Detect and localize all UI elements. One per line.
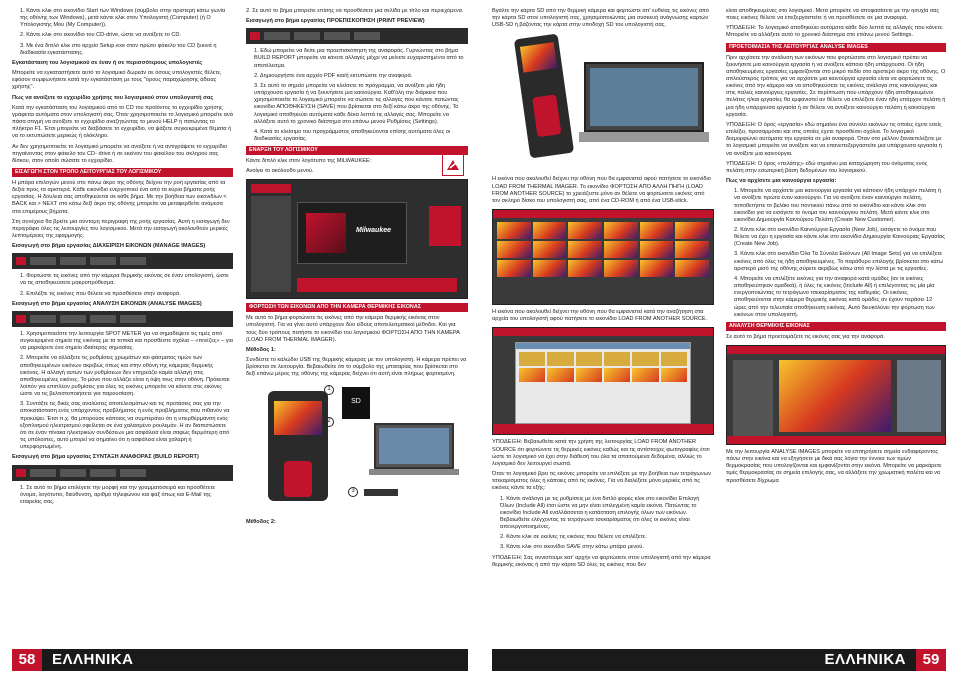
intro-list	[12, 8, 233, 57]
list-item: 2. Κάντε κλικ σε εκείνες τις εικόνες που θέλετε να επιλέξετε.	[500, 534, 647, 541]
method-2-label: Μέθοδος 2:	[246, 518, 276, 525]
load-text: Με αυτό το βήμα φορτώνετε τις εικόνες από την κάμερα θερμικής εικόνας στον υπολογιστή. Για να γίνει αυτό υπάρχουν δύο είδους αποτελεσματικοί μέθοδοι. Και για τους δύο τρόπους πατήστε το εικονίδιο του λογισμικού ΦΟΡΤΩΣΗ ΑΠΟ ΤΗΝ ΚΑΜΕΡΑ (LOAD FROM THERMAL IMAGER).	[246, 315, 460, 343]
list-item: 3. Κάντε κλικ στο εικονίδιο SAVE στην κάτω μπάρα μενού.	[500, 544, 644, 551]
list-item: 1. Μπορείτε να αρχίσετε μια καινούργια εργασία για κάποιον ήδη υπάρχον πελάτη ή να ανοίξετε πρώτα έναν καινούργιο. Για να ανοίξετε έναν καινούργιο πελάτη, τοποθετήστε το βελάκι του ποντικιού πάνω από το εικονίδιο και κάντε κλικ στο εικονίδιο για να εισάγετε το όνομα του καινούργιου πελάτη. Μετά κάντε κλικ στο εικονίδιο Δημιουργία Καινούριου Πελάτη (Create New Customer).	[734, 188, 942, 223]
list-item: 2. Κάντε κλικ στο εικονίδιο Καινούργια Εργασία (New Job), εισάγετε το όνομα που θέλετε να έχει η εργασία και κάντε κλικ στο εικονίδιο Δημιουργία Καινούριας Εργασίας (Create New Job).	[734, 226, 945, 248]
language-label: ΕΛΛΗΝΙΚΑ	[52, 651, 134, 669]
brand-wordmark: Milwaukee	[356, 227, 392, 235]
how-list	[726, 188, 946, 319]
thermal-camera-image	[268, 391, 328, 501]
list-item: 1. Εδώ μπορείτε να δείτε μια προεπισκόπηση της αναφοράς. Γυρνώντας στο βήμα BUILD REPORT μπορείτε να κάνετε αλλαγές μέχρι να μείνετε ευχαριστημένοι από το αποτέλεσμα.	[254, 48, 464, 69]
page-number: 59	[916, 649, 946, 671]
analyse-bottom-text: Με την λειτουργία ANALYSE IMAGES μπορείτε να επιτηρήσετε σημεία ενδιαφέροντος πάνω στην εικόνα και να εξηγήσετε με δικά σας λόγια την έννοια των τιμών θερμοκρασίας που υπολογίζονται και εμφανίζονται στην εικόνα. Μπορείτε να μαρκάρετε τιμές θερμοκρασίας σε σημεία επιλογής σας, να αλλάξετε την χρωματική παλέτα και να προσθέσετε δίχρωμα	[726, 448, 942, 484]
menu-strip-screenshot	[246, 28, 468, 44]
milwaukee-logo-icon[interactable]	[442, 154, 464, 176]
analyse-text: Σε αυτό το βήμα προετοιμάζετε τις εικόνες σας για την αναφορά.	[726, 333, 885, 340]
report-heading: Εισαγωγή στο βήμα εργασίας ΣΥΝΤΑΞΗ ΑΝΑΦΟΡΑΣ (BUILD REPORT)	[12, 454, 199, 461]
step-1-marker: 1	[324, 385, 334, 395]
continuation-text: είναι αποθηκευμένες στο λογισμικό. Μετά μπορείτε να αποφασίσετε με την ησυχία σας ποιες εικόνες θέλετε να επεξεργαστείτε ή να προσθέσετε σε μια αναφορά.	[726, 8, 940, 22]
load-screen-screenshot	[492, 209, 714, 305]
right-column-1	[492, 8, 714, 648]
order-list	[492, 496, 714, 552]
right-footer	[492, 649, 946, 671]
list-item: 3. Συντάξτε τις δικές σας αναλύσεις αποτελεσμάτων και τις προτάσεις σας για την αποκατάσταση ενός υπάρχοντος προβλήματος ή ενός προβλήματος που πιθανόν να προκύψει. Έτσι π.χ. θα μπορούσε κάποιος να συμπεράνει ότι η υπερθέρμανση ενός εξοπλισμού ηλεκτρισμού οφείλεται σε ένα χαλασμένο ρουλεμάν. Η αν διαπιστώσετε ότι σε έναν πίνακα ηλεκτρικών συνδέσεων μια ασφάλεια είναι σαφώς θερμότερη από τις υπόλοιπες, αυτό μπορεί να σημαίνει ότι η ασφάλεια είναι χαλαρή ή υπερφορτωμένη.	[20, 401, 230, 451]
left-column-1	[12, 8, 233, 648]
camera-laptop-photo	[492, 32, 714, 172]
step-3-marker: 3	[348, 487, 358, 497]
report-item-2: 2. Σε αυτό το βήμα μπορείτε επίσης να προσθέσετε μια σελίδα με τίτλο και περιεχόμενα.	[246, 8, 464, 14]
manual-heading: Πως να ανοίξετε το εγχειρίδιο χρήσης του λογισμικού στον υπολογιστή σας	[12, 94, 214, 101]
list-item: 4. Κατά το κλείσιμο του προγράμματος αποθηκεύονται επίσης αυτόματα όλες οι διαδικασίες εργασίας.	[254, 128, 451, 143]
analyze-heading: Εισαγωγή στο βήμα εργασίας ΑΝΑΛΥΣΗ ΕΙΚΟΝΩΝ (ANALYSE IMAGES)	[12, 300, 202, 307]
left-column-2	[246, 8, 468, 648]
order-text: Όταν το λογισμικό βρει τις εικόνες μπορείτε να επιλέξετε με την βοήθεια των τετράγωνων τσεκαρίσματος όλες ή κάποιες από τις εικόνες. Για να διαλέξετε μόνο μερικές από τις εικόνες κάντε τα εξής:	[492, 471, 711, 492]
list-item: 3. Με ένα διπλό κλικ στο αρχείο Setup.exe στον πρώτο φάκελο του CD ξεκινά η διαδικασία εγκατάστασης.	[20, 42, 217, 56]
intro-text-2: Στη συνέχεια θα βρείτε μια σύντομη περιγραφή της ροής εργασίας. Αυτή η εισαγωγή δεν περιγράφει όλες τις λειτουργίες του λογισμικού. Μετά την εισαγωγή ακολουθούν μερικές λεπτομέρειες της εφαρμογής.	[12, 218, 230, 239]
list-item: 2. Επιλέξτε τις εικόνες που θέλετε να προσθέσετε στην αναφορά.	[20, 290, 181, 297]
preview-heading: Εισαγωγή στο βήμα εργασίας ΠΡΟΕΠΙΣΚΟΠΗΣΗ (PRINT PREVIEW)	[246, 18, 425, 25]
list-item: 1. Σε αυτό το βήμα επιλέγετε την μορφή και την γραμματοσειρά και προσθέτετε όνομα, λογότυπο, διεύθυνση, αριθμό τηλεφώνου και φαξ όπως και E-Mail της εταιρείας σας.	[20, 484, 216, 505]
page-number: 58	[12, 649, 42, 671]
list-item: 3. Σε αυτό το σημείο μπορείτε να κλείσετε το πρόγραμμα, να ανοίξετε μία ήδη υπάρχουσα εργασία ή να ξεκινήσετε μια καινούργια. Καθ'όλη την διάρκεια που χρησιμοποιείτε το λογισμικό μπορείτε να σώσετε τις αλλαγές που κάνατε πατώντας εικονίδιο ΑΠΟΘΗΚΕΥΣΗ (SAVE) που βρίσκεται στο δεξί κάτω άκρο της οθόνης. Το λογισμικό αποθηκεύει αυτόματα κάθε δέκα λεπτά τις αλλαγές σας. Μπορείτε να αλλάξετε αυτό το χρονικό διάστημα στο επάνω μενού Ρυθμίσεις (Settings).	[254, 82, 459, 125]
method-1-label: Μέθοδος 1:	[246, 346, 276, 353]
prepare-text: Πριν αρχίσετε την ανάλυση των εικόνων που φορτώσατε στο λογισμικό πρέπει να ξεκινήσετε μια καινούργια εργασία ή να ανοίξετε κάποια ήδη υπάρχουσα. Οι ήδη αποθηκευμένες εργασίες εμφανίζονται στο μικρό πεδίο στο αριστερό άκρο της οθόνης. Ο απλούστερος τρόπος για να αρχίσετε μια καινούργια εργασία είναι να φορτώσετε τις εικόνες από την κάμερα και να αποθηκεύσετε τις εικόνες ανάλογα στις καινούργιες και στις παλιές καινούργιες εργασίες. Σε περίπτωση που υπάρχουν ήδη αποθηκευμένοι πελάτες ή/και εργασίες θα εμφανιστεί αν θέλετε να επιλέξετε έναν ήδη υπάρχον πελάτη ή μια ήδη υπάρχουσα εργασία ή αν θέλετε να ανοίξετε καινούργιο πελάτη ή καινούργια εργασία.	[726, 54, 946, 118]
preview-list	[246, 48, 468, 143]
manual-text: Κατά την εγκατάσταση του λογισμικού από το CD του προϊόντος το εγχειρίδιο χρήσης γράφεται αυτόματα στον υπολογιστή σας. Όταν χρησιμοποιείτε το λογισμικό μπορείτε ανά πάσα στιγμή να ανοίξετε το εγχειρίδιο αναζητώντας το μενού HELP ή πατώντας το πλήκτρο F1. Έτσι μπορείτε να διαβάσετε το εγχειρίδιο, να ψάξετε συγκεκριμένα θέματα ή να το εκτυπώσετε μερικώς ή ολόκληρο.	[12, 104, 233, 140]
note-load-another: ΥΠΟΔΕΙΞΗ: Βεβαιωθείτε κατά την χρήση της λειτουργίας LOAD FROM ANOTHER SOURCE ότι φορτώνετε τις θερμικές εικόνες καθώς και τις αντίστοιχες φωτογραφίες έτσι ώστε το λογισμικό να έχει στην διάθεσή του όλα τα απαιτούμενα δεδομένα, αλλιώς το λογισμικό δεν λειτουργεί σωστά.	[492, 439, 710, 467]
method-1-text: Συνδέστε το καλώδιο USB της θερμικής κάμερας με τον υπολογιστή. Η κάμερα πρέπει να βρίσκεται σε λειτουργία. Βεβαιωθείτε ότι το σύμβολο της μπαταρίας που βρίσκεται στο δεξί επάνω μέρος της οθόνης της κάμερας δείχνει ότι αυτή είναι πλήρως φορτισμένη.	[246, 357, 467, 378]
caption-1: Η εικόνα που ακολουθεί δείχνει την οθόνη που θα εμφανιστεί αφού πατήσετε το εικονίδιο LOAD FROM THERMAL IMAGER. Το εικονίδιο ΦΟΡΤΩΣΗ ΑΠΟ ΑΛΛΗ ΠΗΓΗ (LOAD FROM ANOTHER SOURCE) το χρειάζεστε μόνο αν θέλετε να φορτώσετε εικόνες από τον σκληρό δίσκο του υπολογιστή σας, από ένα CD-ROM ή από ένα USB-stick.	[492, 176, 711, 204]
analyze-list	[12, 331, 233, 452]
list-item: 3. Κάντε κλικ στο εικονίδιο Όλα Τα Σύνολα Εικόνων (All Image Sets) για να επιλέξετε εικόνες από όλες τις ήδη αποθηκευμένες. Το παράθυρο επιλογής βρίσκεται στο κάτω αριστερό μισό της οθόνης σύρετε ακριβώς κάτω από την λίστα με τις εργασίες.	[734, 251, 944, 272]
list-item: 1. Κάντε ανάλογα με τις ρυθμίσεις με ένα διπλό φορές κλικ στο εικονίδιο Επιλογή Όλων (Include All) έτσι ώστε να μην είναι επιλεγμένη καμία εικόνα. Πατώντας το εικονίδιο Include All εναλλάσσεται η κατάσταση επιλογής όλων των εικόνων. Βεβαιωθείτε ελέγχοντας τα τετράγωνα τσεκαρίσματος ότι όλες οι εικόνες είναι απενεργοποιημένες.	[500, 495, 700, 531]
camera-usb-diagram	[246, 383, 468, 515]
section-heading-prepare: ΠΡΟΕΤΟΙΜΑΣΙΑ ΤΗΣ ΛΕΙΤΟΥΡΓΙΑΣ ANALYSE IMAGES	[726, 43, 946, 52]
start-text: Κάντε διπλό κλικ στον λογότυπο της MILWAUKEE:	[246, 158, 372, 165]
list-item: 1. Φορτώστε τις εικόνες από την κάμερα θερμικής εικόνας σε έναν υπολογιστή, ώστε να τις αποθηκεύσετε μακροπρόθεσμα.	[20, 273, 229, 287]
language-label: ΕΛΛΗΝΙΚΑ	[824, 651, 906, 669]
file-browse-screenshot	[492, 327, 714, 435]
list-item: 1. Κάντε κλικ στο εικονίδιο Start των Windows (σύμβολο στην αριστερή κάτω γωνία της οθόνης των Windows), μετά κάντε κλικ στον Υπολογιστή (Computer) (ή Ο Υπολογιστής Μου (My Computer)).	[20, 8, 226, 29]
manage-heading: Εισαγωγή στο βήμα εργασίας ΔΙΑΧΕΙΡΙΣΗ ΕΙΚΟΝΩΝ (MANAGE IMAGES)	[12, 243, 206, 250]
section-heading-intro: ΕΙΣΑΓΩΓΗ ΣΤΟΝ ΤΡΟΠΟ ΛΕΙΤΟΥΡΓΙΑΣ ΤΟΥ ΛΟΓΙΣΜΙΚΟΥ	[12, 168, 233, 177]
caption-2: Η εικόνα που ακολουθεί δείχνει την οθόνη που θα εμφανιστεί κατά την αναζήτηση στα αρχεία του υπολογιστή αφού πατήσετε το εικονίδιο LOAD FROM ANOTHER SOURCE.	[492, 309, 708, 323]
laptop-image	[374, 423, 454, 479]
menu-strip-screenshot	[12, 465, 233, 481]
manual-text-2: Αν δεν χρησιμοποιείτε το λογισμικό μπορείτε να ανοίξετε ή να αντιγράψετε το εγχειρίδιο πηγαίνοντας στον φάκελο του CD- drive ή σε εκείνον του φακέλου του σκληρού σας δίσκου, στον οποίο σώσατε το εγχειρίδιο.	[12, 143, 228, 164]
how-heading: Πως να αρχίσετε μια καινούργια εργασία:	[726, 178, 837, 185]
install-heading: Εγκατάσταση του λογισμικού σε έναν ή σε περισσότερους υπολογιστές	[12, 59, 203, 66]
list-item: 4. Μπορείτε να επιλέξετε εικόνες για την αναφορά κατά ομάδες (αν οι εικόνες αποθηκεύτηκαν ομαδικά), ή όλες τις εικόνες (Include All) ή επιλέγοντας τις μία μία ενεργοποιώντας το τετράγωνο τσεκαρίσματος της καθεμιάς. Οι εικόνες αποθηκεύονται στην κάμερα θερμικής εικόνας κατά ομάδες αν έχουν περάσει 12 ώρες από την τελευταία αποθήκευση εικόνας. Αυτό διευκολύνει την φόρτωση των εικόνων στον υπολογιστή.	[734, 275, 935, 318]
menu-strip-screenshot	[12, 253, 233, 269]
left-footer	[12, 649, 468, 671]
list-item: 2. Δημιουργήστε ένα αρχείο PDF και/ή εκτυπώστε την αναφορά.	[254, 72, 413, 79]
note-recommend: ΥΠΟΔΕΙΞΗ: Σας συνιστούμε κατ' αρχήν να φορτώσετε στον υπολογιστή από την κάμερα θερμικής εικόνας ή από την κάρτα SD όλες τις εικόνες που δεν	[492, 554, 711, 568]
note-customer: ΥΠΟΔΕΙΞΗ: Ο όρος «πελάτης» εδώ σημαίνει μια καταχώρηση του ονόματος ενός πελάτη στην εσωτερική βάση δεδομένων του λογισμικού.	[726, 160, 928, 174]
list-item: 2. Μπορείτε να αλλάξετε τις ρυθμίσεις χρωμάτων και φάσματος τιμών των αποθηκευμένων εικόνων ακριβώς όπως και στην οθόνη της κάμερας θερμικής εικόνας. Η αλλαγή αυτών των ρυθμίσεων δεν επηρεάζει καμία αλλαγή στις αποθηκευμένες εικόνες. Το μόνο που αλλάζει είναι η όψη τους στην οθόνη. Πρόκειται λοιπόν για επιπλέον ρυθμίσεις για όλες τις εικόνες μπορείτε να κάνετε στις εικόνες ώστε να τις βελτιστοποιήσετε για παρουσίαση.	[20, 355, 230, 398]
section-heading-analyse: ΑΝΑΛΥΣΗ ΘΕΡΜΙΚΗΣ ΕΙΚΟΝΑΣ	[726, 322, 946, 331]
start-text-2: Ανοίγει το ακόλουθο μενού.	[246, 168, 314, 175]
sd-card-image: SD	[342, 387, 370, 419]
manage-list	[12, 273, 233, 297]
report-list	[12, 485, 233, 506]
software-main-menu-screenshot	[246, 179, 468, 299]
section-heading-start: ΕΝΑΡΞΗ ΤΟΥ ΛΟΓΙΣΜΙΚΟΥ	[246, 146, 468, 155]
step-2-marker: 2	[324, 417, 334, 427]
usb-cable-image	[364, 489, 398, 496]
intro-text: Η μπάρα επιλογών μενού στο πάνω άκρο της οθόνης δείχνει την ροή εργασίας από τα δεξιά προς τα αριστερά. Κάθε εικονίδιο ενεργοποιεί ένα από τα κύρια βήματα ροής εργασίας. Η δουλειά σας αποθηκεύεται σε κάθε βήμα. Με την βοήθεια των εικονιδίων < BACK και > NEXT στο κάτω δεξί άκρο της οθόνης μπορείτε να μεταφερθείτε ανάμεσα στα επιμέρους βήματα.	[12, 179, 227, 215]
menu-strip-screenshot	[12, 311, 233, 327]
list-item: 2. Κάντε κλικ στο εικονίδιο του CD-drive, ώστε να ανοίξετε το CD.	[20, 32, 182, 39]
sd-text: Βγάλτε την κάρτα SD από την θερμική κάμερα και φορτώστε απ' ευθείας τις εικόνες από την κάρτα SD στον υπολογιστή σας, χρησιμοποιώντας μια συσκευή ανάγνωσης καρτών USB-SD ή βάζοντας την κάρτα στην υποδοχή SD του υπολογιστή σας.	[492, 8, 710, 29]
analyse-screen-screenshot	[726, 345, 946, 445]
section-heading-load: ΦΟΡΤΩΣΗ ΤΩΝ ΕΙΚΟΝΩΝ ΑΠΟ ΤΗΝ ΚΑΜΕΡΑ ΘΕΡΜΙΚΗΣ ΕΙΚΟΝΑΣ	[246, 303, 468, 312]
note-autosave: ΥΠΟΔΕΙΞΗ: Το λογισμικό αποθηκεύει αυτόματα κάθε δύο λεπτά τις αλλαγές που κάνετε. Μπορείτε να αλλάξετε αυτό το χρονικό διάστημα στο επάνω μενού Settings.	[726, 25, 944, 39]
note-job: ΥΠΟΔΕΙΞΗ: Ο όρος «εργασία» εδώ σημαίνει ένα σύνολο εικόνων τις οποίες έχετε εσείς επιλέξει, προσαρμόσει και στις οποίες έχετε προσθέσει σχόλια. Το λογισμικό διαμορφώνει αυτόματα την εργασία σε μία αναφορά. Όταν στο μέλλον ξαναεπιλέξετε με το λογισμικό μπορείτε να ανοίξετε και να επανεπεξεργαστείτε μια υπάρχουσα εργασία ή να ανοίξετε μια καινούργια.	[726, 121, 942, 157]
right-column-2	[726, 8, 946, 648]
list-item: 1. Χρησιμοποιείστε την λειτουργία SPOT METER για να σημαδέψετε τις τιμές από συγκεκριμένα σημεία της εικόνας με τα τοπικά και προσθέστε σχόλια – «πινέζες» – για να μαρκάρετε ένα σημείο ιδιαίτερης σημασίας.	[20, 330, 233, 352]
install-text: Μπορείτε να εγκαταστήσετε αυτό το λογισμικό δωρεάν σε όσους υπολογιστές θέλετε, εφόσον συμφωνήσετε κατά την εγκατάσταση με τους "όρους παραχώρησης άδειας χρήσης".	[12, 70, 222, 91]
